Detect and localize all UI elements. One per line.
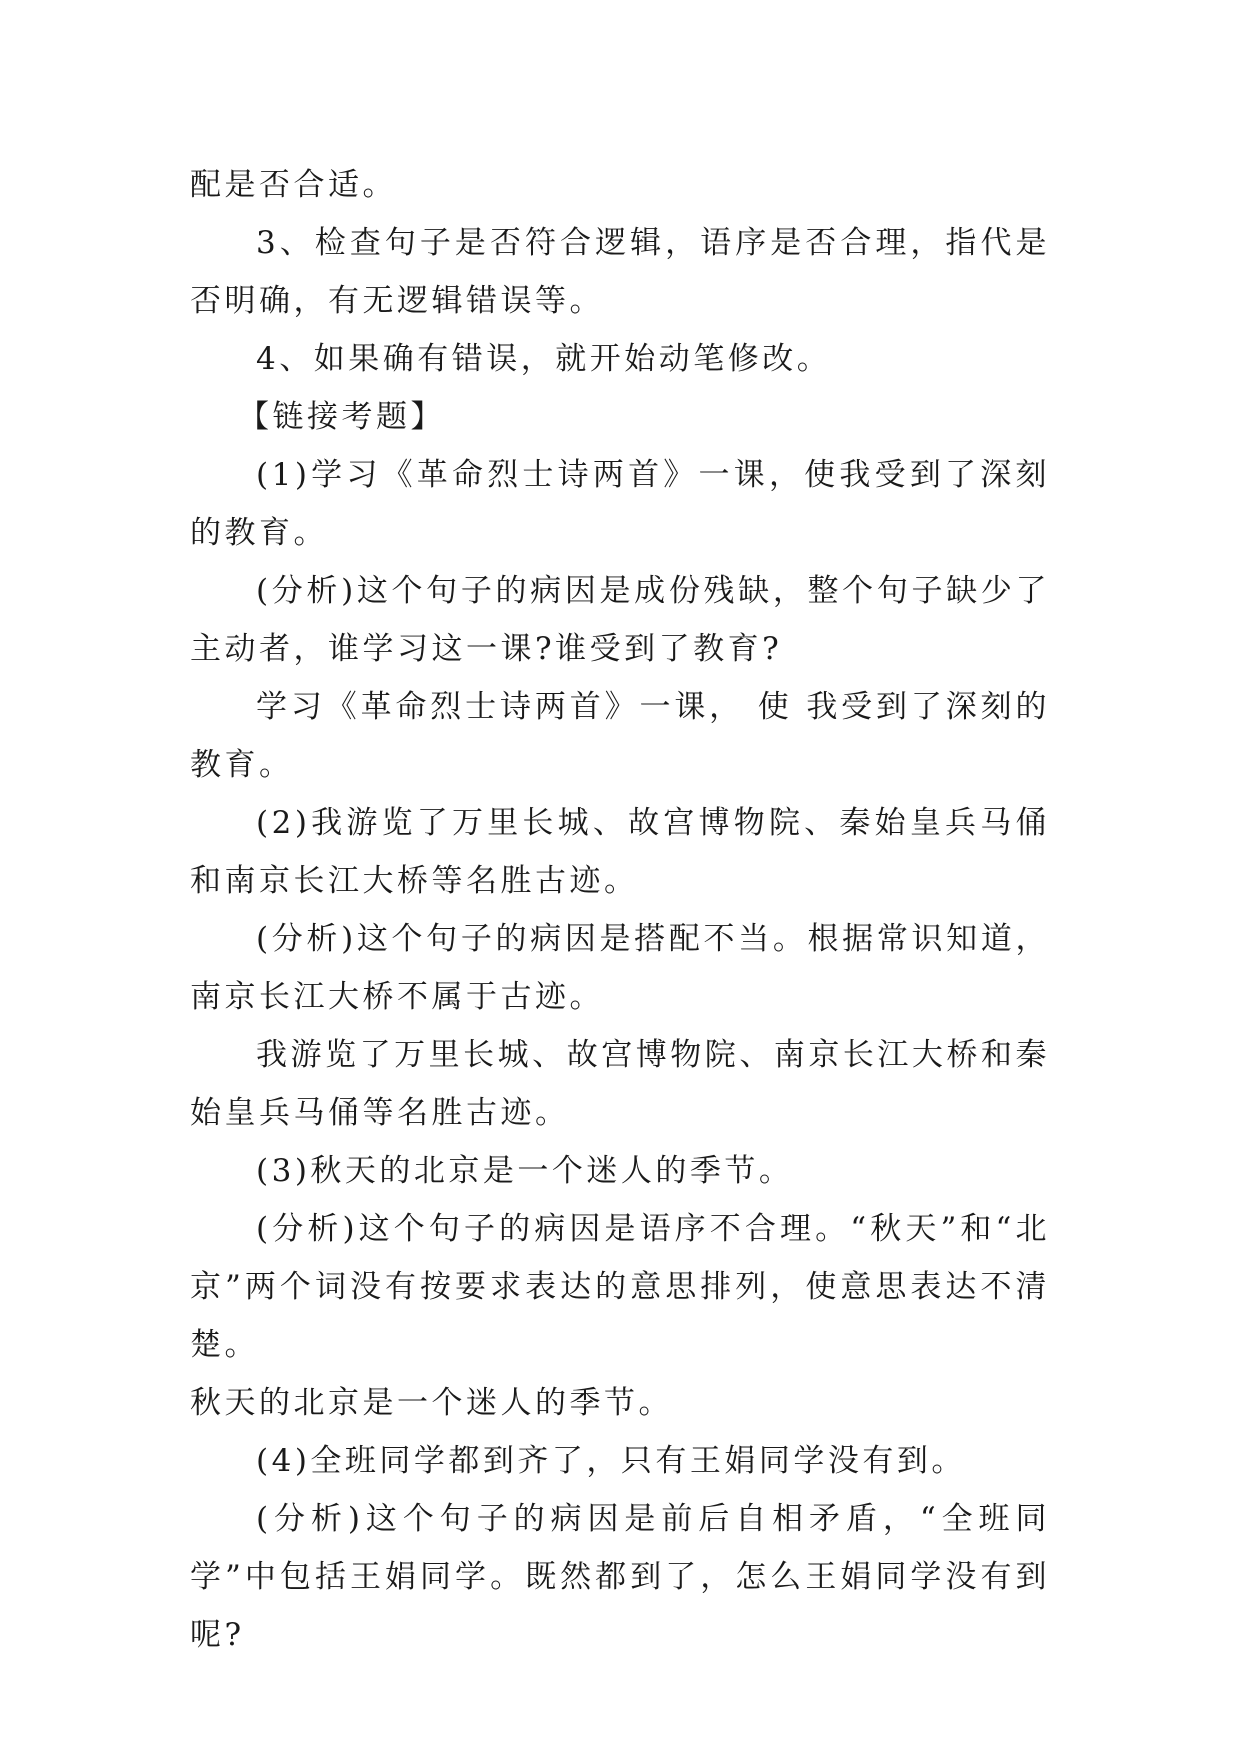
paragraph: 秋天的北京是一个迷人的季节。 [190, 1385, 673, 1421]
paragraph: (4)全班同学都到齐了，只有王娟同学没有到。 [256, 1443, 966, 1479]
paragraph: (2)我游览了万里长城、故宫博物院、秦始皇兵马俑和南京长江大桥等名胜古迹。 [190, 805, 1050, 899]
paragraph: 配是否合适。 [190, 167, 397, 203]
paragraph: (分析)这个句子的病因是搭配不当。根据常识知道，南京长江大桥不属于古迹。 [190, 921, 1050, 1015]
section-heading: 【链接考题】 [238, 399, 445, 435]
paragraph: 学习《革命烈士诗两首》一课， 使 我受到了深刻的教育。 [190, 689, 1050, 783]
paragraph: 4、如果确有错误，就开始动笔修改。 [256, 341, 832, 377]
paragraph: (3)秋天的北京是一个迷人的季节。 [256, 1153, 794, 1189]
document-body [190, 156, 1050, 1664]
paragraph: (分析)这个句子的病因是前后自相矛盾，“全班同学”中包括王娟同学。既然都到了，怎么王娟同学没有到呢? [190, 1501, 1050, 1653]
paragraph: (分析)这个句子的病因是语序不合理。“秋天”和“北京”两个词没有按要求表达的意思排列，使意思表达不清楚。 [190, 1211, 1050, 1363]
paragraph: (分析)这个句子的病因是成份残缺，整个句子缺少了主动者，谁学习这一课?谁受到了教育? [190, 573, 1050, 667]
paragraph: 我游览了万里长城、故宫博物院、南京长江大桥和秦始皇兵马俑等名胜古迹。 [190, 1037, 1050, 1131]
paragraph: 3、检查句子是否符合逻辑，语序是否合理，指代是否明确，有无逻辑错误等。 [190, 225, 1050, 319]
paragraph: (1)学习《革命烈士诗两首》一课，使我受到了深刻的教育。 [190, 457, 1050, 551]
